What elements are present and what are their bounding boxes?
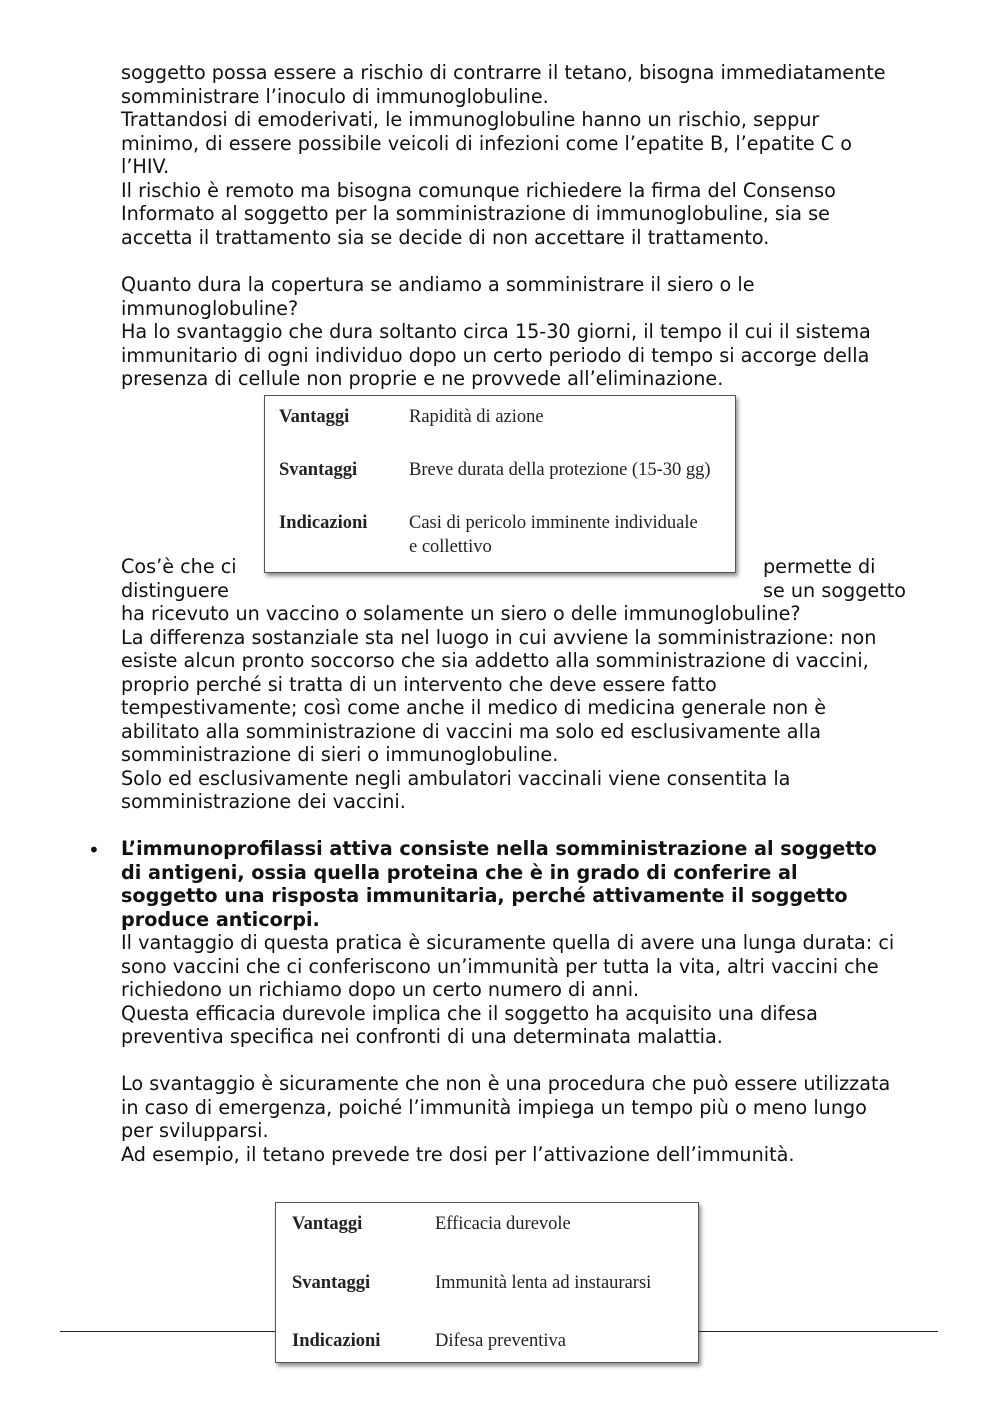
text-line: per svilupparsi. xyxy=(121,1119,269,1142)
text-line: Lo svantaggio è sicuramente che non è una procedura che può essere utilizzata xyxy=(121,1072,891,1095)
question-line: Quanto dura la copertura se andiamo a somministrare il siero o le xyxy=(121,273,755,296)
text-line: Questa efficacia durevole implica che il soggetto ha acquisito una difesa xyxy=(121,1002,818,1025)
text-line: somministrazione dei vaccini. xyxy=(121,790,406,813)
text-line: soggetto possa essere a rischio di contrarre il tetano, bisogna immediatamente xyxy=(121,61,886,84)
bullet-bold-line: produce anticorpi. xyxy=(121,908,320,931)
text-line: in caso di emergenza, poiché l’immunità impiega un tempo più o meno lungo xyxy=(121,1096,867,1119)
text-line: tempestivamente; così come anche il medico di medicina generale non è xyxy=(121,696,827,719)
row-value: Casi di pericolo imminente individuale xyxy=(409,513,698,533)
row-label: Vantaggi xyxy=(292,1214,363,1234)
row-value: Breve durata della protezione (15-30 gg) xyxy=(409,460,711,480)
text-line: ha ricevuto un vaccino o solamente un siero o delle immunoglobuline? xyxy=(121,602,801,625)
row-value-continued: e collettivo xyxy=(409,537,492,557)
text-line: Informato al soggetto per la somministrazione di immunoglobuline, sia se xyxy=(121,202,830,225)
text-line: preventiva specifica nei confronti di una determinata malattia. xyxy=(121,1025,723,1048)
text-line: somministrare l’inoculo di immunoglobuline. xyxy=(121,85,549,108)
passive-immunization-table xyxy=(264,395,736,573)
text-line: Il rischio è remoto ma bisogna comunque richiedere la firma del Consenso xyxy=(121,179,836,202)
text-line: somministrazione di sieri o immunoglobuline. xyxy=(121,743,559,766)
bullet-bold-line: L’immunoprofilassi attiva consiste nella somministrazione al soggetto xyxy=(121,837,877,860)
row-label: Svantaggi xyxy=(279,460,358,480)
row-value: Difesa preventiva xyxy=(435,1331,566,1351)
text-line: minimo, di essere possibile veicoli di infezioni come l’epatite B, l’epatite C o xyxy=(121,132,853,155)
row-value: Rapidità di azione xyxy=(409,407,544,427)
text-line: sono vaccini che ci conferiscono un’immunità per tutta la vita, altri vaccini che xyxy=(121,955,879,978)
row-label: Svantaggi xyxy=(292,1273,371,1293)
wrap-text-left: distinguere xyxy=(121,579,229,602)
question-line: immunoglobuline? xyxy=(121,297,299,320)
active-immunization-table xyxy=(275,1202,699,1363)
text-line: accetta il trattamento sia se decide di non accettare il trattamento. xyxy=(121,226,770,249)
text-line: Il vantaggio di questa pratica è sicuramente quella di avere una lunga durata: ci xyxy=(121,931,895,954)
text-line: Solo ed esclusivamente negli ambulatori vaccinali viene consentita la xyxy=(121,767,791,790)
text-line: esiste alcun pronto soccorso che sia addetto alla somministrazione di vaccini, xyxy=(121,649,869,672)
text-line: abilitato alla somministrazione di vaccini ma solo ed esclusivamente alla xyxy=(121,720,821,743)
text-line: Ad esempio, il tetano prevede tre dosi per l’attivazione dell’immunità. xyxy=(121,1143,795,1166)
wrap-text-right: permette di xyxy=(763,555,876,578)
bullet-bold-line: di antigeni, ossia quella proteina che è in grado di conferire al xyxy=(121,861,798,884)
text-line: Ha lo svantaggio che dura soltanto circa 15-30 giorni, il tempo il cui il sistema xyxy=(121,320,871,343)
row-label: Indicazioni xyxy=(292,1331,381,1351)
row-label: Vantaggi xyxy=(279,407,350,427)
footer-divider-left xyxy=(60,1331,276,1332)
text-line: proprio perché si tratta di un intervento che deve essere fatto xyxy=(121,673,717,696)
wrap-text-left: Cos’è che ci xyxy=(121,555,237,578)
text-line: presenza di cellule non proprie e ne provvede all’eliminazione. xyxy=(121,367,724,390)
footer-divider-right xyxy=(698,1331,938,1332)
text-line: Trattandosi di emoderivati, le immunoglobuline hanno un rischio, seppur xyxy=(121,108,820,131)
wrap-text-right: se un soggetto xyxy=(763,579,907,602)
row-value: Efficacia durevole xyxy=(435,1214,571,1234)
bullet-marker: • xyxy=(88,838,100,862)
text-line: richiedono un richiamo dopo un certo numero di anni. xyxy=(121,978,640,1001)
text-line: immunitario di ogni individuo dopo un certo periodo di tempo si accorge della xyxy=(121,344,870,367)
bullet-bold-line: soggetto una risposta immunitaria, perché attivamente il soggetto xyxy=(121,884,848,907)
text-line: l’HIV. xyxy=(121,155,170,178)
text-line: La differenza sostanziale sta nel luogo in cui avviene la somministrazione: non xyxy=(121,626,877,649)
row-value: Immunità lenta ad instaurarsi xyxy=(435,1273,652,1293)
row-label: Indicazioni xyxy=(279,513,368,533)
